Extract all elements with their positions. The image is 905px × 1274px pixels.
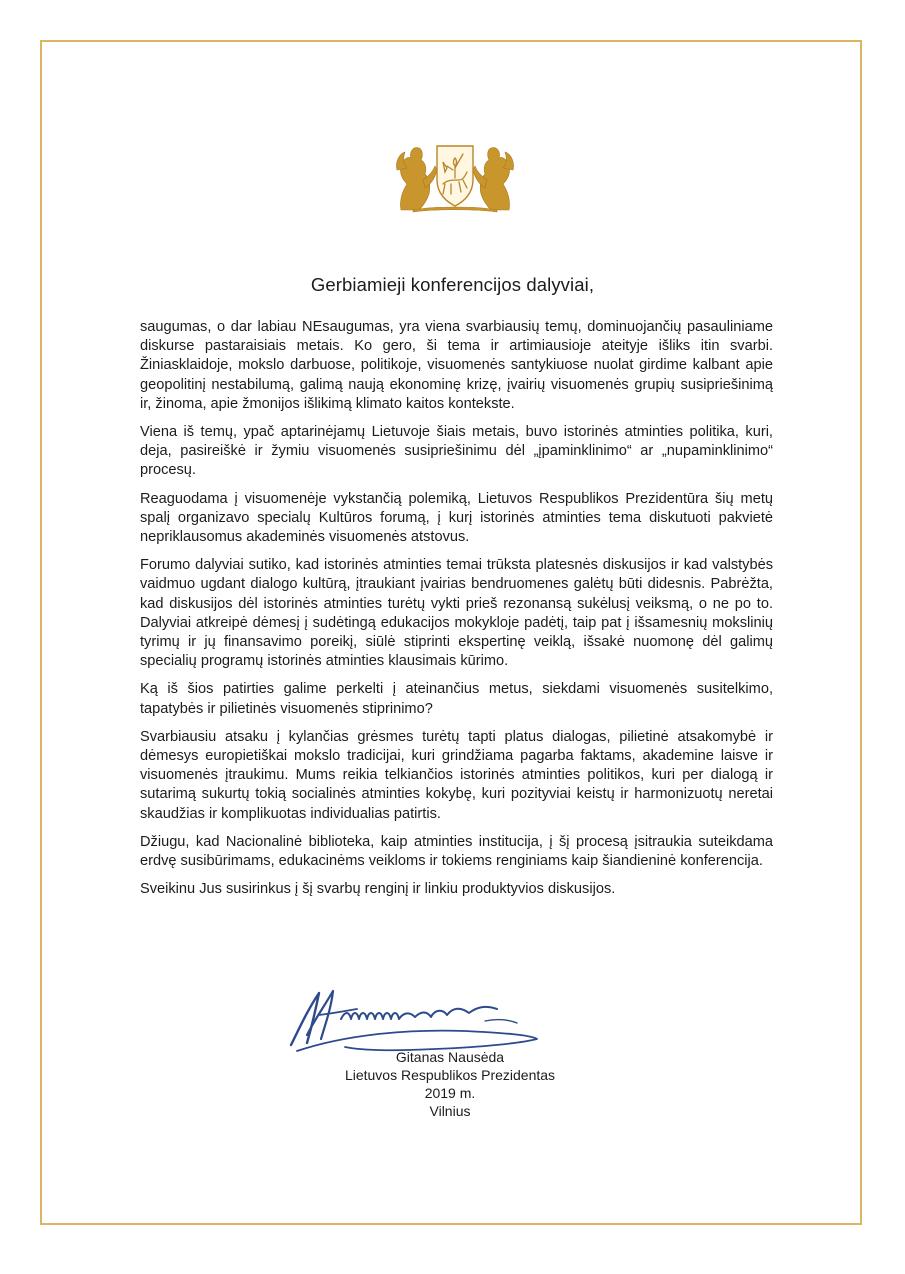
letter-body xyxy=(140,318,773,908)
paragraph: Sveikinu Jus susirinkus į šį svarbų renginį ir linkiu produktyvios diskusijos. xyxy=(140,881,616,898)
greeting-heading: Gerbiamieji konferencijos dalyviai, xyxy=(310,274,595,295)
paragraph: Viena iš temų, ypač aptarinėjamų Lietuvoje šiais metais, buvo istorinės atminties politika, kuri, deja, pasireiškė ir žymiu visuomenės susipriešinimu dėl „įpaminklinimo“ ar „nupaminklinimo“ procesų. xyxy=(140,424,773,479)
signer-name: Gitanas Nausėda xyxy=(395,1049,505,1065)
signer-title: Lietuvos Respublikos Prezidentas xyxy=(344,1067,556,1083)
paragraph: saugumas, o dar labiau NEsaugumas, yra viena svarbiausių temų, dominuojančių pasauliniame diskurse pastaraisiais metais. Ko gero, ši tema ir artimiausioje ateityje išliks itin svarbi. Žiniasklaidoje, mokslo darbuose, politikoje, visuomenės santykiuose nuolat girdime kalbant apie geopolitinį nestabilumą, galimą naują ekonominę krizę, įvairių visuomenės grupių susipriešinimą ir, žinoma, apie žmonijos išlikimą klimato kaitos kontekste. xyxy=(140,319,773,412)
coat-of-arms-icon xyxy=(393,140,517,214)
paragraph: Svarbiausiu atsaku į kylančias grėsmes turėtų tapti platus dialogas, pilietinė atsakomybė ir dėmesys europietiškai mokslo tradicijai, kuri grindžiama pagarba faktams, akademine laisve ir visuomenės įtraukimu. Mums reikia telkiančios istorinės atminties politikos, kuri per dialogą ir sutarimą sukurtų tokią socialinės atminties kokybę, kuri pozityviai keistų ir harmonizuotų neretai skaudžias ir komplikuotas individualias patirtis. xyxy=(140,728,773,822)
paragraph: Ką iš šios patirties galime perkelti į ateinančius metus, siekdami visuomenės susitelkimo, tapatybės ir pilietinės visuomenės stiprinimo? xyxy=(140,681,773,717)
place: Vilnius xyxy=(429,1103,471,1119)
signoff xyxy=(300,1048,600,1120)
paragraph: Forumo dalyviai sutiko, kad istorinės atminties temai trūksta platesnės diskusijos ir kad valstybės vaidmuo ugdant dialogo kultūrą, įtraukiant įvairias bendruomenes galėtų būti didesnis. Pabrėžta, kad diskusijos dėl istorinės atminties turėtų vykti prieš rezonansą sukėlusį veiksmą, o ne po to. Dalyviai atkreipė dėmesį į sudėtingą edukacijos mokykloje padėtį, taip pat į išsamesnių mokslinių tyrimų ir jų finansavimo poreikį, siūlė stiprinti ekspertinę veiklą, išsakė nuomonę dėl galimų specialių programų istorinės atminties klausimais kūrimo. xyxy=(140,557,773,670)
paragraph: Džiugu, kad Nacionalinė biblioteka, kaip atminties institucija, į šį procesą įsitraukia suteikdama erdvę susibūrimams, edukacinėms veikloms ir tokiems renginiams kaip šiandieninė konferencija. xyxy=(140,833,773,870)
paragraph: Reaguodama į visuomenėje vykstančią polemiką, Lietuvos Respublikos Prezidentūra šių metų spalį organizavo specialų Kultūros forumą, į kurį istorinės atminties tema diskutuoti pakvietė nepriklausomus akademinės visuomenės atstovus. xyxy=(140,490,773,546)
date-year: 2019 m. xyxy=(424,1085,476,1101)
